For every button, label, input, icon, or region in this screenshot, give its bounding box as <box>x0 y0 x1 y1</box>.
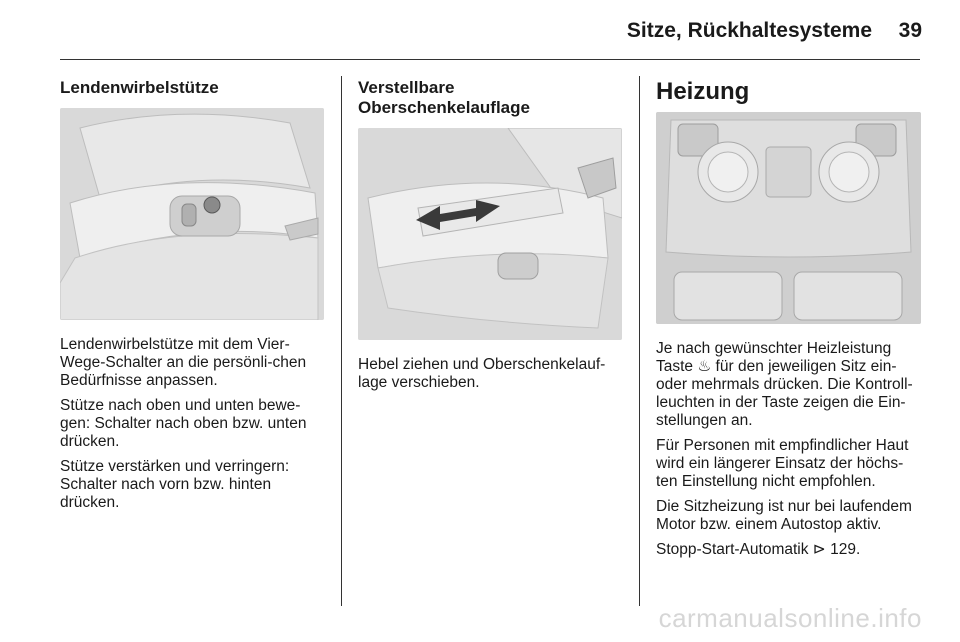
cross-reference[interactable]: Stopp-Start-Automatik ⊳ 129. <box>656 541 861 558</box>
section-thigh-support <box>358 78 623 399</box>
seat-heating-buttons-illustration <box>656 112 921 324</box>
column-divider <box>341 76 342 606</box>
paragraph: Stütze nach oben und unten bewe-gen: Schalter nach oben bzw. unten drücken. <box>60 397 307 450</box>
running-header-title: Sitze, Rückhaltesysteme <box>626 19 872 42</box>
seat-lumbar-switch-illustration <box>60 108 324 320</box>
paragraph: Hebel ziehen und Oberschenkelauf-lage verschieben. <box>358 356 606 391</box>
paragraph: Die Sitzheizung ist nur bei laufendem Motor bzw. einem Autostop aktiv. <box>656 498 912 533</box>
section-heading-line: Verstellbare <box>358 78 455 97</box>
section-heating <box>656 78 922 566</box>
section-lumbar-support <box>60 78 325 519</box>
section-heading <box>358 78 623 118</box>
header-rule <box>60 59 920 60</box>
section-heading: Lendenwirbelstütze <box>60 78 219 97</box>
paragraph: Für Personen mit empfindlicher Haut wird ein längerer Einsatz der höchs-ten Einstellung nicht empfohlen. <box>656 437 909 490</box>
paragraph: Je nach gewünschter Heizleistung Taste ♨ für den jeweiligen Sitz ein- oder mehrmals drücken. Die Kontroll-leuchten in der Taste zeigen die Ein-stellungen an. <box>656 340 913 429</box>
section-heading: Heizung <box>656 78 750 105</box>
section-heading-line: Oberschenkelauflage <box>358 98 530 117</box>
paragraph: Lendenwirbelstütze mit dem Vier-Wege-Schalter an die persönli-chen Bedürfnisse anpassen. <box>60 336 307 389</box>
column-divider <box>639 76 640 606</box>
seat-thigh-support-illustration <box>358 128 622 340</box>
paragraph: Stütze verstärken und verringern: Schalter nach vorn bzw. hinten drücken. <box>60 458 290 511</box>
page-number: 39 <box>898 19 922 42</box>
watermark: carmanualsonline.info <box>658 603 922 633</box>
